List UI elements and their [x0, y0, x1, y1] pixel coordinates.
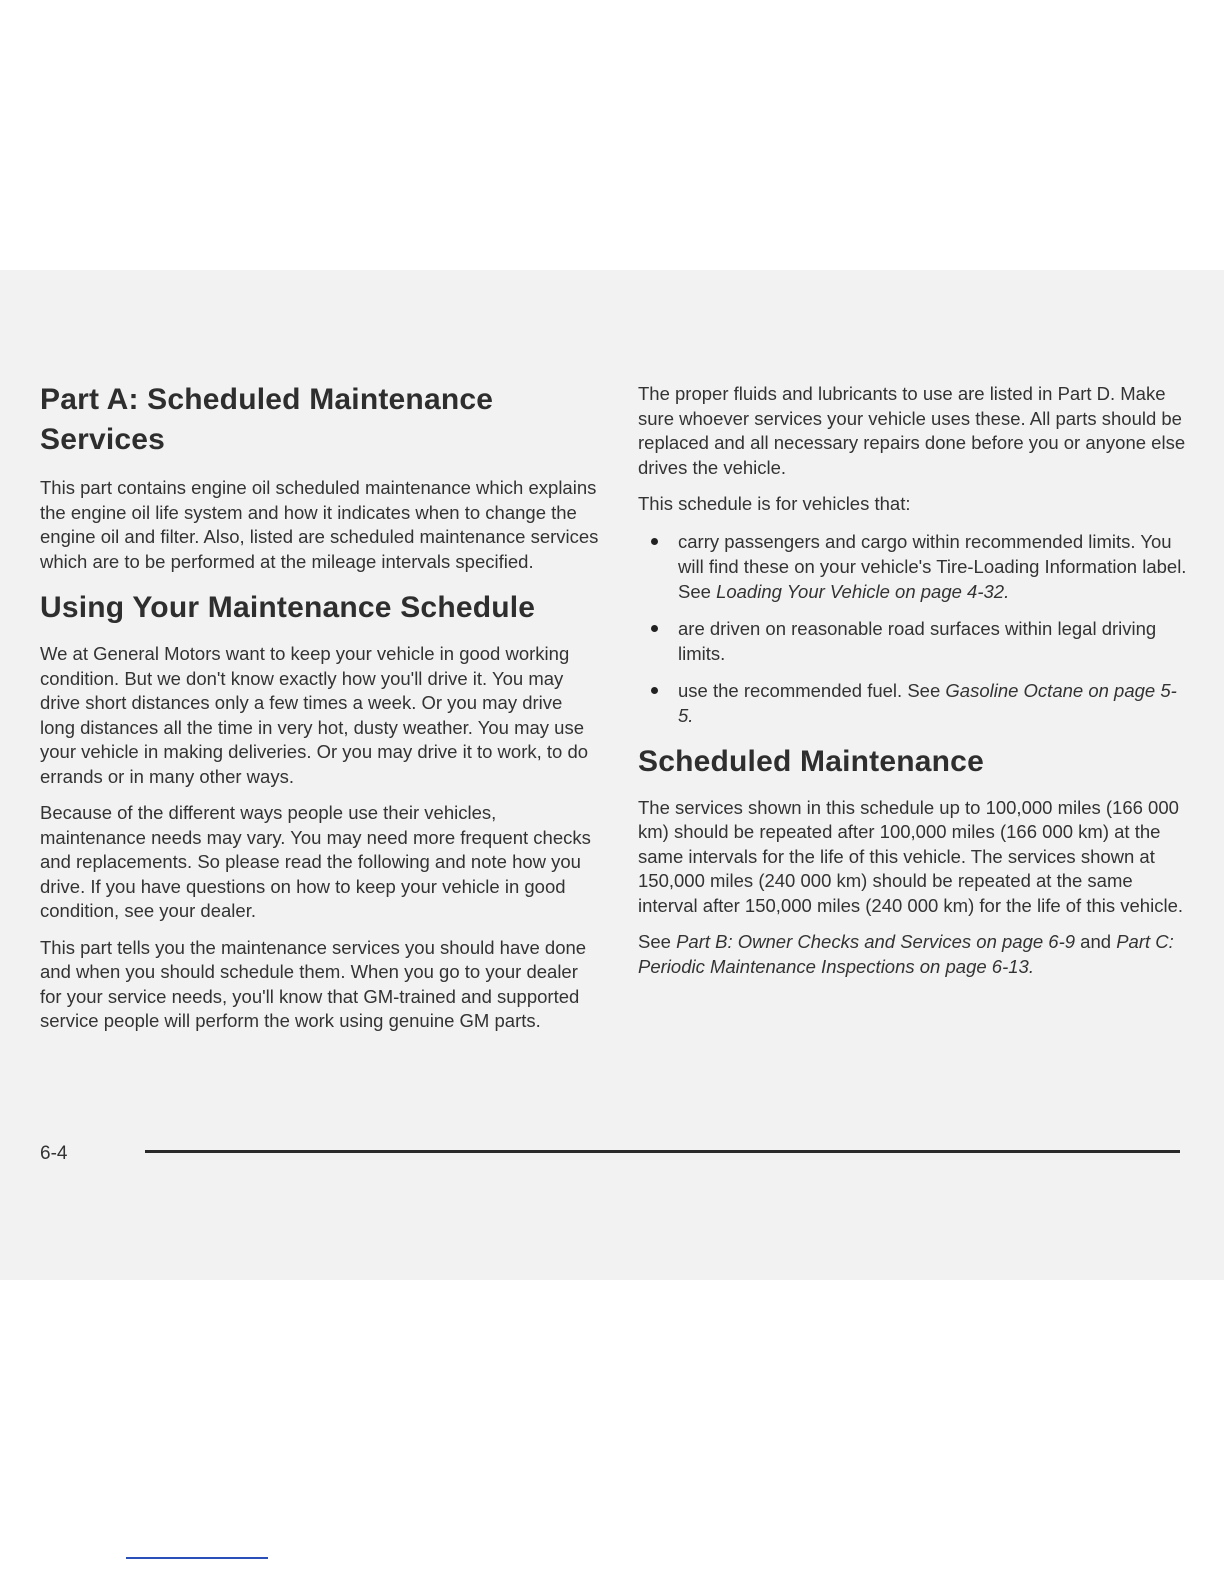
manual-page [0, 270, 1224, 1280]
paragraph-services-shown: The services shown in this schedule up to 100,000 miles (166 000 km) should be repeated after 100,000 miles (166 000 km) at the same intervals for the life of this vehicle. The services shown at 150,000 miles (240 000 km) should be repeated at the same interval after 150,000 miles (240 000 km) for the life of this vehicle. [638, 796, 1183, 916]
heading-using-schedule: Using Your Maintenance Schedule [40, 591, 536, 624]
cross-reference-link[interactable]: Gasoline Octane on page 5-5. [678, 679, 1177, 726]
heading-part-a: Part A: Scheduled Maintenance Services [40, 383, 494, 456]
cross-reference-link[interactable]: Part C: Periodic Maintenance Inspections on page 6-13. [638, 931, 1174, 977]
bullet-text: are driven on reasonable road surfaces within legal driving limits. [678, 617, 1157, 664]
bullet-icon [651, 538, 658, 545]
left-column [40, 380, 600, 1046]
vehicle-conditions-list [638, 529, 1188, 728]
cross-reference-link[interactable]: Loading Your Vehicle on page 4-32. [716, 580, 1010, 602]
page-number: 6-4 [40, 1143, 68, 1164]
paragraph-schedule-for: This schedule is for vehicles that: [638, 493, 911, 514]
paragraph-this-part: This part tells you the maintenance services you should have done and when you should schedule them. When you go to your dealer for your service needs, you'll know that GM-trained and supported service people will perform the work using genuine GM parts. [40, 936, 587, 1031]
paragraph-fluids: The proper fluids and lubricants to use are listed in Part D. Make sure whoever services your vehicle uses these. All parts should be replaced and all necessary repairs done before you or anyone else drives the vehicle. [638, 383, 1186, 478]
bullet-icon [651, 687, 658, 694]
bullet-text: carry passengers and cargo within recommended limits. You will find these on your vehicle's Tire-Loading Information label. See [678, 530, 1187, 602]
list-item [638, 678, 1188, 728]
paragraph-general-motors: We at General Motors want to keep your vehicle in good working condition. But we don't know exactly how you'll drive it. You may drive short distances only a few times a week. Or you may drive long distances all the time in very hot, dusty weather. You may use your vehicle in making deliveries. Or you may drive it to work, to do errands or in many other ways. [40, 643, 589, 787]
bullet-text: use the recommended fuel. See [678, 679, 946, 701]
link-underline[interactable] [126, 1557, 268, 1559]
list-item [638, 616, 1188, 666]
heading-scheduled-maintenance: Scheduled Maintenance [638, 744, 984, 778]
paragraph-different-ways: Because of the different ways people use their vehicles, maintenance needs may vary. You may need more frequent checks and replacements. So please read the following and note how you drive. If you have questions on how to keep your vehicle in good condition, see your dealer. [40, 802, 591, 921]
footer-divider [145, 1150, 1180, 1153]
see-and: and [1075, 931, 1117, 952]
list-item [638, 529, 1188, 604]
bullet-icon [651, 625, 658, 632]
cross-reference-link[interactable]: Part B: Owner Checks and Services on page 6-9 [676, 931, 1076, 952]
right-column [638, 382, 1188, 991]
intro-paragraph: This part contains engine oil scheduled maintenance which explains the engine oil life system and how it indicates when to change the engine oil and filter. Also, listed are scheduled maintenance services which are to be performed at the mileage intervals specified. [40, 477, 599, 572]
paragraph-see-also [638, 930, 1188, 979]
see-prefix: See [638, 931, 677, 952]
